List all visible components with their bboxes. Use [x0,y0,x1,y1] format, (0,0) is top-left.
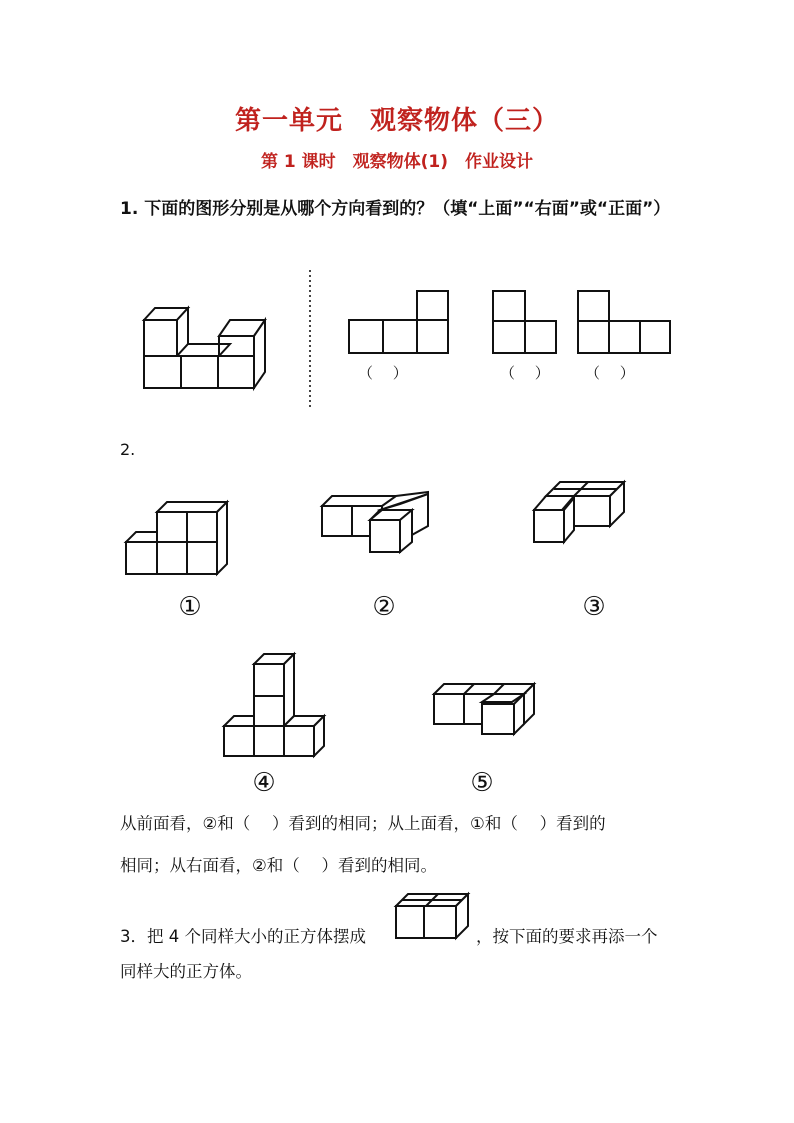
q3-line-2: 同样大的正方体。 [120,962,252,981]
q3-prefix: 3．把 4 个同样大小的正方体摆成 [120,927,366,946]
q2-label-4: ④ [252,768,276,798]
q2-figure-3 [532,478,628,546]
question-1-text: 1. 下面的图形分别是从哪个方向看到的？（填“上面”“右面”或“正面”） [120,199,671,219]
q2-label-2: ② [372,592,396,622]
page-subtitle: 第 1 课时 观察物体(1) 作业设计 [260,152,534,172]
q3-suffix: ，按下面的要求再添一个 [476,927,658,946]
q1-blank-1[interactable]: （ ） [358,364,408,382]
q2-label-1: ① [178,592,202,622]
page-title: 第一单元 观察物体（三） [234,106,559,136]
q2-figure-5 [432,682,536,738]
q2-line-1: 从前面看，②和（ ）看到的相同；从上面看，①和（ ）看到的 [120,814,606,833]
q2-figure-1 [124,498,230,578]
q1-view-c [577,290,672,356]
q3-figure [394,892,470,942]
dotted-divider [308,270,312,410]
q1-solid-figure [140,300,275,395]
q1-view-b [492,290,558,356]
q1-view-a [348,290,450,356]
q2-line-2: 相同；从右面看，②和（ ）看到的相同。 [120,856,438,875]
q2-figure-2 [320,490,432,556]
q1-blank-3[interactable]: （ ） [585,364,635,382]
question-2-number: 2. [120,440,136,459]
q2-label-3: ③ [582,592,606,622]
q1-blank-2[interactable]: （ ） [500,364,550,382]
q2-figure-4 [222,652,328,760]
q2-label-5: ⑤ [470,768,494,798]
